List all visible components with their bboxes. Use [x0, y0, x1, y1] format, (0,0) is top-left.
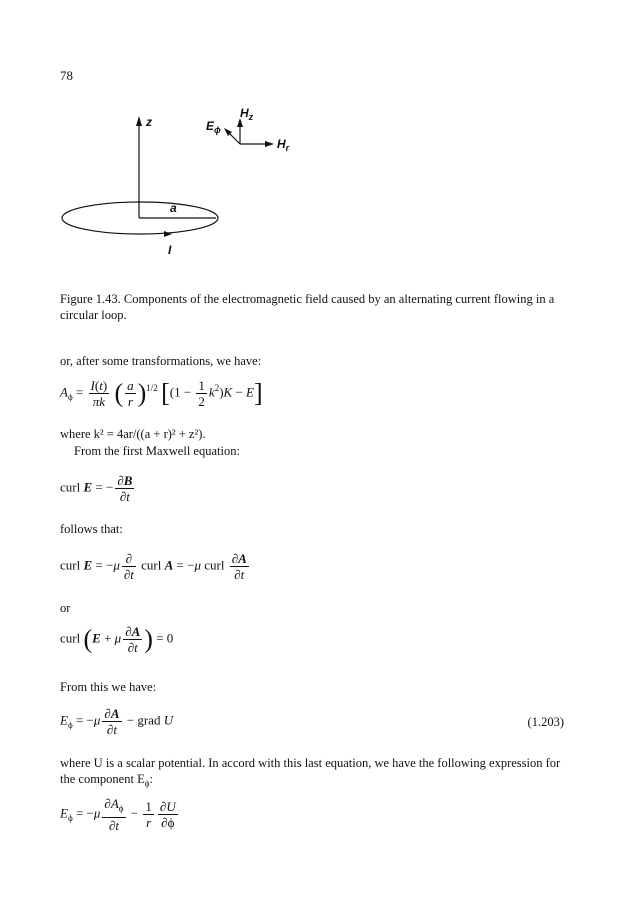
z-axis-label: z	[146, 115, 152, 129]
text-from-this: From this we have:	[60, 680, 157, 694]
text-from-maxwell: From the first Maxwell equation:	[74, 444, 240, 458]
equation-a-phi: $A_\phi$ = $\frac{I(t)}{\pi k}$ ( $\frac{a}{r}$ )$^{1/2}$ [(1 − $\frac{1}{2}$ $k^2)K - E$]	[60, 378, 263, 409]
current-label: I	[168, 243, 172, 257]
equation-e-phi-final: $E_\phi = -\mu$ $\frac{\partial A_\phi}{\partial t}$ − $\frac{1}{r}$ $\frac{\partial U}{\partial\phi}$	[60, 796, 176, 833]
hr-label: $H_r$	[277, 137, 290, 153]
text-or: or	[60, 601, 71, 615]
loop-figure	[0, 0, 622, 270]
equation-1-203: $E_\phi = -\mu$ $\frac{\partial A}{\partial t}$ − grad U	[60, 706, 174, 737]
text-follows: follows that:	[60, 522, 123, 536]
text-after-transform: or, after some transformations, we have:	[60, 354, 262, 368]
page-number: 78	[60, 68, 73, 83]
equation-number: (1.203)	[527, 715, 564, 729]
equation-curl-e: curl E = − $\frac{\partial B}{\partial t}$	[60, 473, 133, 504]
equation-curl-zero: curl (E + μ $\frac{\partial A}{\partial t}$ ) = 0	[60, 624, 174, 655]
hz-label: $H_z$	[240, 106, 254, 122]
text-where-u: where U is a scalar potential. In accord with this last equation, we have the following expression for the component $E_\phi$:	[60, 756, 561, 789]
radius-label: a	[170, 201, 177, 215]
equation-curl-e-a: curl E = −μ $\frac{\partial}{\partial t}$ curl A = −μ curl $\frac{\partial A}{\partial t}$	[60, 551, 247, 582]
text-where-k: where k² = 4ar/((a + r)² + z²).	[60, 427, 206, 441]
figure-caption: Figure 1.43. Components of the electromagnetic field caused by an alternating current flowing in a circular loop.	[60, 292, 555, 322]
ephi-label: $E_\phi$	[206, 119, 221, 135]
